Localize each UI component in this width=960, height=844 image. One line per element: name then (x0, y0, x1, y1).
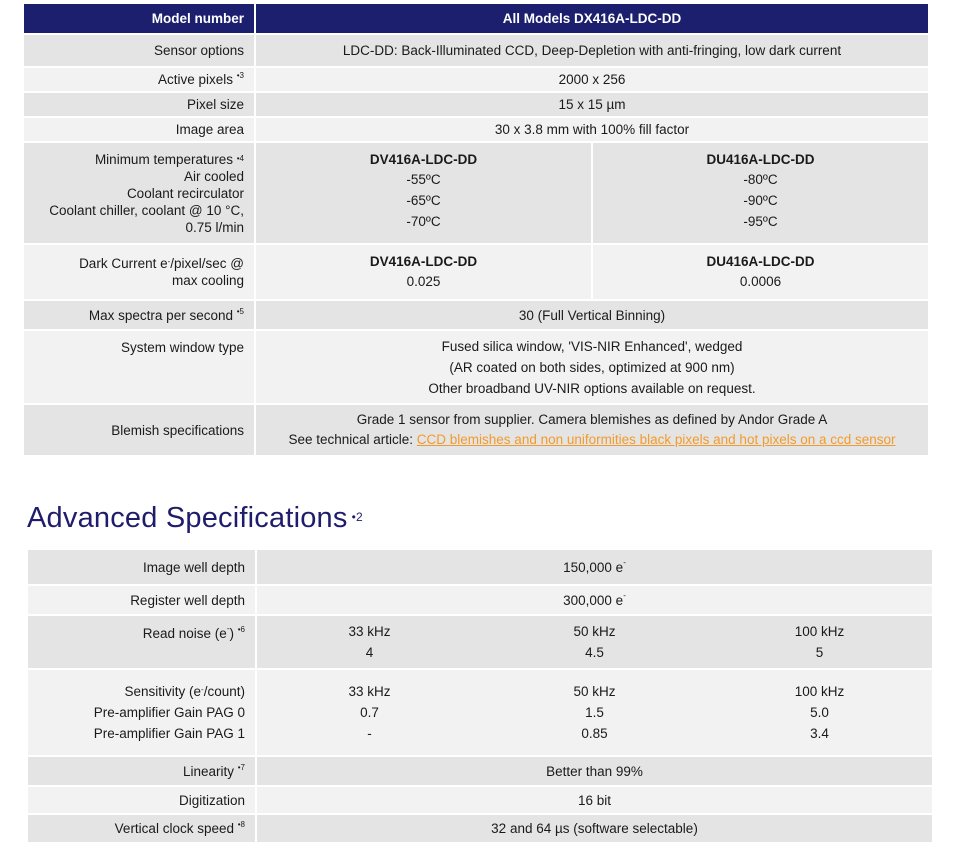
digitization-value: 16 bit (256, 786, 932, 814)
row-max-spectra (24, 300, 928, 330)
electron-superscript: - (623, 557, 626, 567)
dark-current-label: Dark Current e (79, 256, 168, 271)
read-noise-value: 4 (365, 645, 374, 660)
electron-superscript: - (201, 685, 204, 694)
sensor-options-value: LDC-DD: Back-Illuminated CCD, Deep-Depletion with anti-fringing, low dark current (255, 34, 928, 67)
image-area-label: Image area (24, 117, 255, 142)
read-noise-label: Read noise (e (142, 626, 227, 641)
row-register-well-depth (28, 585, 932, 615)
pag1-value: 0.85 (581, 726, 608, 741)
vertical-clock-value: 32 and 64 µs (software selectable) (256, 814, 932, 843)
pag0-value: 0.7 (360, 705, 379, 720)
electron-superscript: - (623, 590, 626, 600)
min-temp-dv-value: -70ºC (406, 214, 441, 229)
read-noise-freq: 33 kHz (348, 624, 391, 639)
blemish-line1: Grade 1 sensor from supplier. Camera blemishes as defined by Andor Grade A (356, 412, 828, 427)
dark-current-dv-model: DV416A-LDC-DD (369, 253, 478, 269)
row-image-well-depth (28, 550, 932, 585)
pag1-value: - (367, 726, 372, 741)
sensitivity-freq: 100 kHz (794, 684, 845, 699)
image-well-depth-label: Image well depth (28, 550, 256, 585)
dark-current-label-line2: max cooling (171, 273, 244, 288)
electron-superscript: - (226, 624, 230, 633)
footnote-5: •5 (236, 306, 244, 316)
footnote-7: •7 (237, 762, 245, 772)
sensitivity-freq: 33 kHz (348, 684, 391, 699)
pag1-label: Pre-amplifier Gain PAG 1 (93, 726, 245, 741)
pixel-size-label: Pixel size (24, 92, 255, 117)
register-well-depth-label: Register well depth (28, 585, 256, 615)
window-type-line: (AR coated on both sides, optimized at 900 nm) (449, 359, 735, 375)
min-temp-chiller-flow-label: 0.75 l/min (185, 220, 244, 235)
min-temp-chiller-label: Coolant chiller, coolant @ 10 °C, (49, 203, 244, 218)
footnote-4: •4 (236, 154, 244, 163)
image-well-depth-value: 150,000 e (563, 559, 624, 575)
min-temp-du-value: -95ºC (743, 214, 778, 229)
min-temp-dv-value: -65ºC (406, 193, 441, 208)
advanced-specs-heading: Advanced Specifications (27, 502, 348, 534)
register-well-depth-value: 300,000 e (563, 592, 624, 608)
row-min-temperatures (24, 142, 928, 244)
row-active-pixels (24, 67, 928, 92)
read-noise-label-suffix: ) (229, 626, 234, 641)
min-temp-dv-value: -55ºC (406, 172, 441, 187)
window-type-label: System window type (24, 330, 255, 404)
sensitivity-label-suffix: /count) (203, 684, 245, 699)
read-noise-freq: 100 kHz (794, 624, 845, 639)
vertical-clock-label: Vertical clock speed (114, 821, 234, 836)
electron-superscript: - (167, 257, 171, 266)
read-noise-value: 5 (815, 645, 824, 660)
min-temp-du-value: -90ºC (743, 193, 778, 208)
image-area-value: 30 x 3.8 mm with 100% fill factor (255, 117, 928, 142)
max-spectra-value: 30 (Full Vertical Binning) (255, 300, 928, 330)
sensor-options-label: Sensor options (24, 34, 255, 67)
active-pixels-value: 2000 x 256 (255, 67, 928, 92)
footnote-6: •6 (237, 625, 245, 634)
sensitivity-freq: 50 kHz (573, 684, 616, 699)
read-noise-value: 4.5 (585, 645, 604, 660)
pixel-size-value: 15 x 15 µm (255, 92, 928, 117)
linearity-value: Better than 99% (256, 756, 932, 786)
dark-current-du-model: DU416A-LDC-DD (706, 253, 815, 269)
specifications-table (24, 4, 928, 457)
sensitivity-label: Sensitivity (e (124, 684, 202, 699)
advanced-specifications-table (28, 550, 932, 844)
row-vertical-clock-speed (28, 814, 932, 843)
footnote-2: •2 (351, 510, 363, 524)
digitization-label: Digitization (28, 786, 256, 814)
row-pixel-size (24, 92, 928, 117)
row-sensitivity (28, 669, 932, 756)
blemish-article-link[interactable]: CCD blemishes and non uniformities black pixels and hot pixels on a ccd sensor (416, 432, 896, 447)
pag0-value: 5.0 (810, 705, 829, 720)
header-row (24, 4, 928, 34)
read-noise-freq: 50 kHz (573, 624, 616, 639)
max-spectra-label: Max spectra per second (88, 307, 233, 323)
pag0-value: 1.5 (585, 705, 604, 720)
min-temp-dv-model: DV416A-LDC-DD (369, 152, 478, 167)
pag1-value: 3.4 (810, 726, 829, 741)
window-type-line: Fused silica window, 'VIS-NIR Enhanced', wedged (441, 338, 743, 354)
pag0-label: Pre-amplifier Gain PAG 0 (93, 705, 245, 720)
min-temp-air-label: Air cooled (183, 169, 244, 184)
min-temp-du-model: DU416A-LDC-DD (706, 152, 815, 167)
row-sensor-options (24, 34, 928, 67)
row-read-noise (28, 615, 932, 669)
row-dark-current (24, 244, 928, 300)
active-pixels-label: Active pixels (157, 72, 233, 87)
model-number-label: Model number (24, 4, 255, 34)
row-linearity (28, 756, 932, 786)
dark-current-label-suffix: /pixel/sec @ (170, 256, 244, 271)
row-blemish (24, 404, 928, 456)
linearity-label: Linearity (182, 763, 234, 779)
min-temp-label: Minimum temperatures (94, 152, 233, 167)
footnote-3: •3 (236, 71, 244, 80)
row-image-area (24, 117, 928, 142)
window-type-line: Other broadband UV-NIR options available on request. (428, 380, 756, 396)
row-window-type (24, 330, 928, 404)
dark-current-du-value: 0.0006 (739, 273, 782, 289)
model-number-value: All Models DX416A-LDC-DD (255, 4, 928, 34)
row-digitization (28, 786, 932, 814)
min-temp-du-value: -80ºC (743, 172, 778, 187)
min-temp-recirc-label: Coolant recirculator (126, 186, 244, 201)
footnote-8: •8 (237, 820, 245, 829)
dark-current-dv-value: 0.025 (406, 273, 441, 289)
blemish-label: Blemish specifications (24, 404, 255, 456)
blemish-line2-prefix: See technical article: (288, 432, 417, 447)
